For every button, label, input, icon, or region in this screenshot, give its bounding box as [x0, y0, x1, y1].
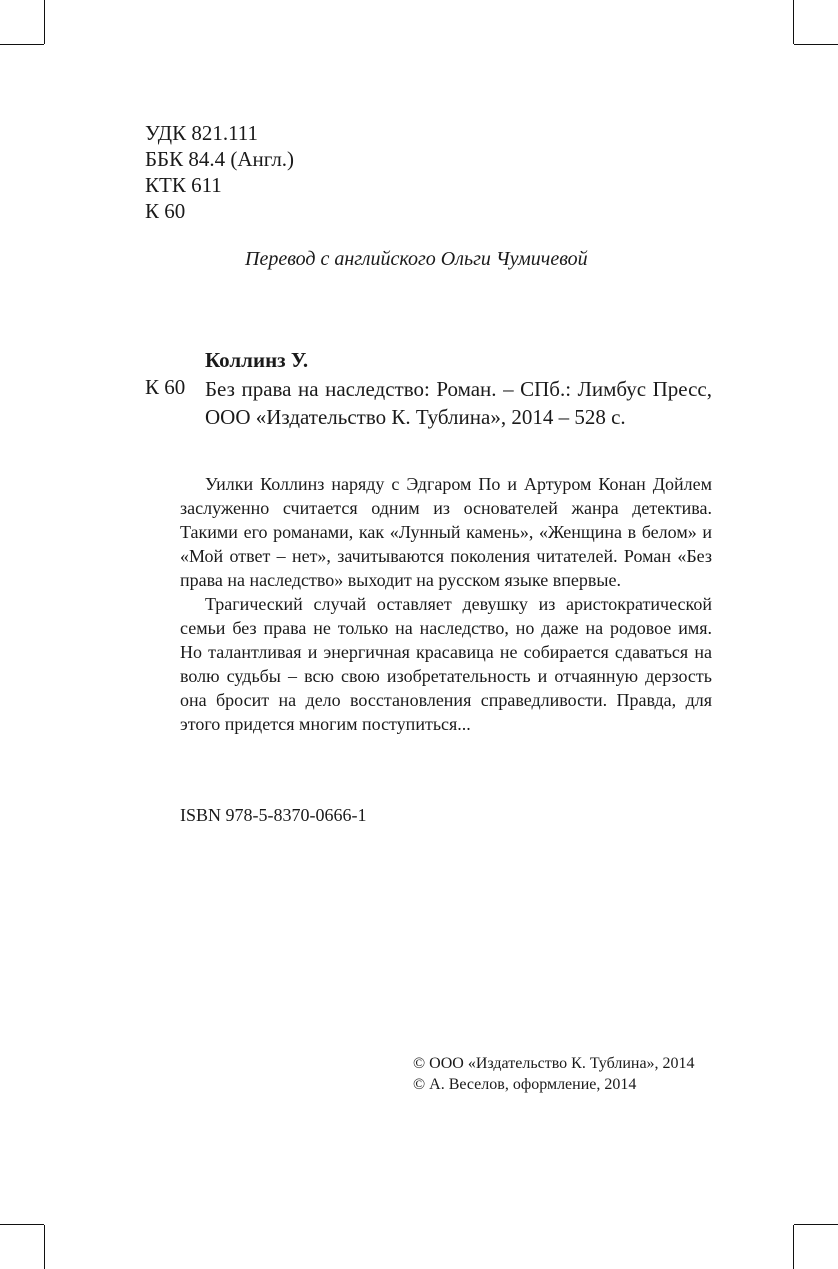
crop-mark-bottom-left-vertical: [44, 1225, 45, 1269]
crop-mark-top-right-horizontal: [794, 44, 838, 45]
ktk-code: КТК 611: [145, 173, 222, 197]
bibliography-description: Без права на наследство: Роман. – СПб.: Лимбус Пресс, ООО «Издательство К. Тублина», 2014 – 528 с.: [205, 377, 712, 429]
bibliography-code: К 60: [145, 375, 186, 399]
crop-mark-top-right-vertical: [793, 0, 794, 44]
annotation-paragraph: Трагический случай оставляет девушку из аристократической семьи без права не только на наследство, но даже на родовое имя. Но талантливая и энергичная красавица не собирается сдаваться на волю судьбы – всю свою изобретательность и отчаянную дерзость она бросит на дело восстановления справедливости. Правда, для этого придется многим поступиться...: [180, 594, 712, 734]
classification-codes: [145, 120, 294, 224]
crop-mark-bottom-left-horizontal: [0, 1224, 44, 1225]
crop-mark-top-left-horizontal: [0, 44, 44, 45]
copyright-block: [413, 1053, 695, 1095]
bbk-code: ББК 84.4 (Англ.): [145, 147, 295, 171]
copyright-line: © А. Веселов, оформление, 2014: [413, 1076, 637, 1093]
copyright-line: © ООО «Издательство К. Тублина», 2014: [413, 1055, 695, 1072]
author-sign: К 60: [145, 199, 186, 223]
translator-credit: Перевод с английского Ольги Чумичевой: [245, 248, 588, 270]
crop-mark-top-left-vertical: [44, 0, 45, 44]
bibliography-author: Коллинз У.: [205, 348, 309, 372]
annotation-paragraph: Уилки Коллинз наряду с Эдгаром По и Артуром Конан Дойлем заслуженно считается одним из основателей жанра детектива. Такими его романами, как «Лунный камень», «Женщина в белом» и «Мой ответ – нет», зачитываются поколения читателей. Роман «Без права на наследство» выходит на русском языке впервые.: [180, 474, 712, 590]
isbn: ISBN 978-5-8370-0666-1: [180, 805, 367, 825]
crop-mark-bottom-right-horizontal: [794, 1224, 838, 1225]
udk-code: УДК 821.111: [145, 121, 259, 145]
crop-mark-bottom-right-vertical: [793, 1225, 794, 1269]
annotation: [180, 472, 712, 736]
